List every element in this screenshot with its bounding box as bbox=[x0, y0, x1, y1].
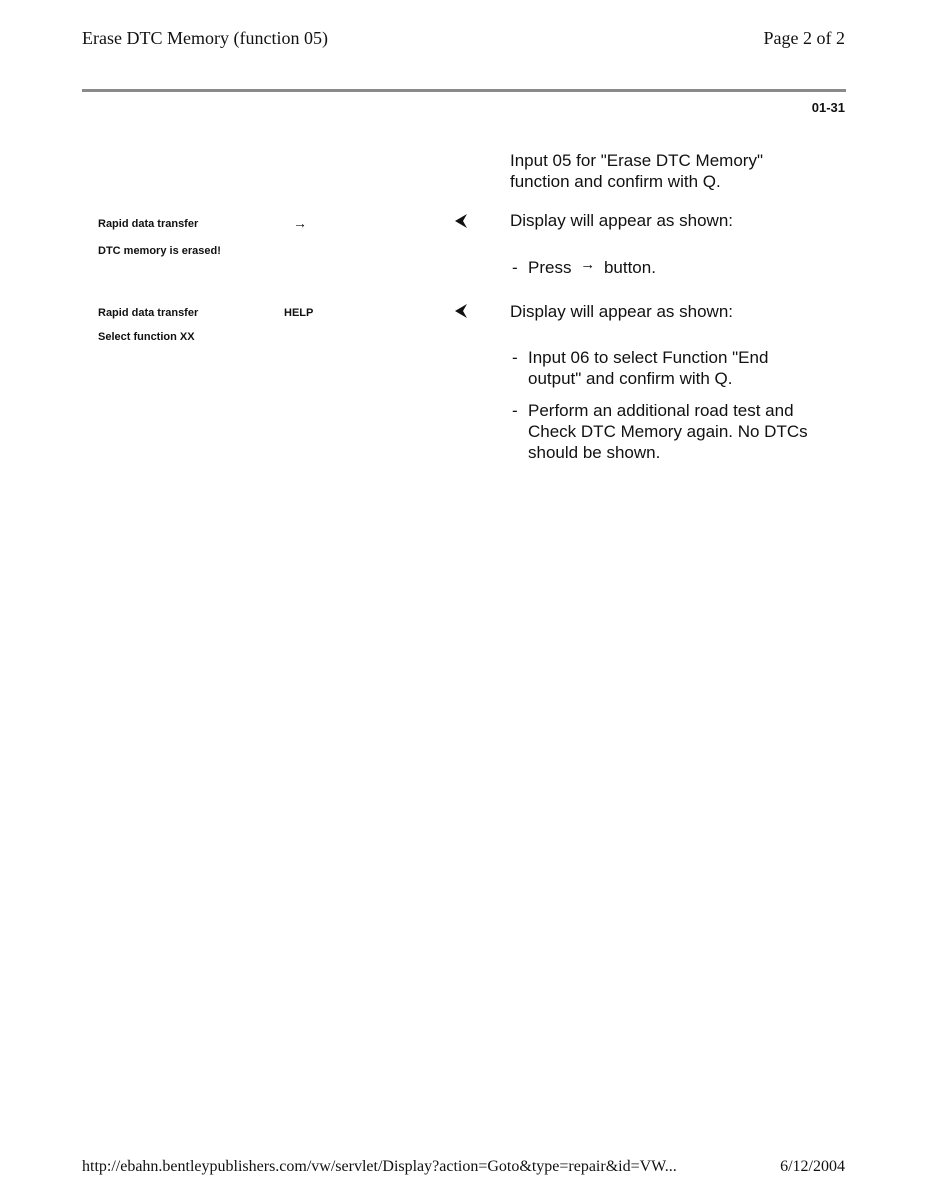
press-word: Press bbox=[528, 258, 572, 277]
document-title: Erase DTC Memory (function 05) bbox=[82, 28, 328, 48]
bullet2-line-1: Perform an additional road test and bbox=[528, 401, 794, 420]
display1-press-step bbox=[528, 257, 656, 279]
footer-date: 6/12/2004 bbox=[780, 1158, 845, 1175]
display1-line1-label: Rapid data transfer bbox=[98, 218, 199, 230]
display2-bullet1 bbox=[528, 347, 838, 389]
bullet2-line-3: should be shown. bbox=[528, 443, 661, 462]
press-arrow-icon: → bbox=[580, 256, 596, 273]
display2-bullet2-dash: - bbox=[512, 401, 518, 420]
display2-bullet1-dash: - bbox=[512, 348, 518, 367]
section-page-number: 01-31 bbox=[811, 100, 845, 115]
display1-line2-label: DTC memory is erased! bbox=[98, 245, 221, 257]
display2-help-label: HELP bbox=[284, 307, 314, 319]
footer-url-link[interactable]: http://ebahn.bentleypublishers.com/vw/servlet/Display?action=Goto&type=repair&id=VW... bbox=[82, 1158, 677, 1175]
bullet2-line-2: Check DTC Memory again. No DTCs bbox=[528, 422, 808, 441]
display2-instruction: Display will appear as shown: bbox=[510, 302, 733, 321]
display2-line1-label: Rapid data transfer bbox=[98, 307, 199, 319]
header-divider bbox=[82, 89, 846, 92]
pointer-arrow-icon bbox=[452, 212, 470, 230]
page-indicator: Page 2 of 2 bbox=[763, 28, 845, 48]
bullet1-line-1: Input 06 to select Function "End bbox=[528, 348, 769, 367]
intro-step bbox=[510, 150, 763, 192]
bullet1-line-2: output" and confirm with Q. bbox=[528, 369, 733, 388]
intro-line-1: Input 05 for "Erase DTC Memory" bbox=[510, 151, 763, 170]
display2-bullet2 bbox=[528, 400, 838, 463]
display1-instruction: Display will appear as shown: bbox=[510, 211, 733, 230]
display1-bullet-dash: - bbox=[512, 258, 518, 277]
pointer-arrow-icon bbox=[452, 302, 470, 320]
intro-line-2: function and confirm with Q. bbox=[510, 172, 721, 191]
press-suffix: button. bbox=[603, 258, 656, 277]
display1-arrow-icon: → bbox=[293, 215, 307, 231]
display2-line2-label: Select function XX bbox=[98, 331, 195, 343]
